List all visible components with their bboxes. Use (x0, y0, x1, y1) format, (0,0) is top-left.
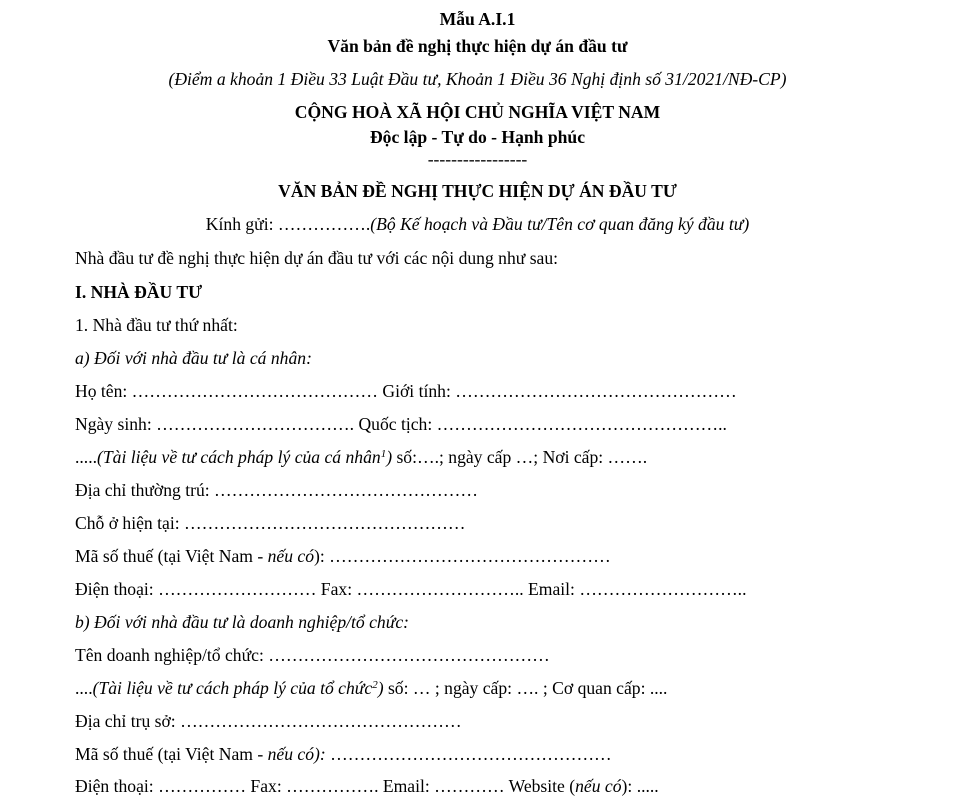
organization-name-line: Tên doanh nghiệp/tổ chức: ………………………………………… (75, 645, 550, 665)
organization-contact-line (75, 778, 659, 796)
dob-nationality-line: Ngày sinh: ……………………………. Quốc tịch: ………………………………………….. (75, 414, 727, 434)
legal-doc-label: (Tài liệu về tư cách pháp lý của cá nhân (97, 447, 381, 467)
recipient-hint: (Bộ Kế hoạch và Đầu tư/Tên cơ quan đăng ký đầu tư) (370, 214, 750, 234)
legal-doc-label: (Tài liệu về tư cách pháp lý của tổ chức (92, 678, 373, 698)
section-heading: I. NHÀ ĐẦU TƯ (75, 282, 203, 302)
document-title: VĂN BẢN ĐỀ NGHỊ THỰC HIỆN DỰ ÁN ĐẦU TƯ (278, 181, 677, 201)
form-title: Văn bản đề nghị thực hiện dự án đầu tư (327, 36, 628, 56)
recipient-line (0, 216, 955, 234)
tax-optional: nếu có): (267, 744, 326, 764)
permanent-address-line: Địa chỉ thường trú: ……………………………………… (75, 480, 478, 500)
investor-heading: 1. Nhà đầu tư thứ nhất: (75, 315, 238, 335)
individual-contact-line: Điện thoại: ……………………… Fax: ……………………….. Email: ……………………….. (75, 579, 747, 599)
tax-label: Mã số thuế (tại Việt Nam - (75, 546, 268, 566)
national-motto: Độc lập - Tự do - Hạnh phúc (369, 127, 586, 147)
country-name: CỘNG HOÀ XÃ HỘI CHỦ NGHĨA VIỆT NAM (294, 102, 661, 122)
recipient-label: Kính gửi: ……………. (205, 214, 371, 234)
tax-fill: ………………………………………… (325, 744, 612, 764)
legal-doc-prefix: .... (75, 678, 93, 698)
intro-text: Nhà đầu tư đề nghị thực hiện dự án đầu tư với các nội dung như sau: (75, 248, 559, 268)
individual-heading: a) Đối với nhà đầu tư là cá nhân: (75, 348, 312, 368)
tax-optional: nếu có (267, 546, 315, 566)
form-code: Mẫu A.I.1 (439, 9, 516, 29)
legal-doc-fields: số: … ; ngày cấp: …. ; Cơ quan cấp: .... (383, 678, 668, 698)
individual-legal-doc-line (75, 449, 647, 467)
legal-basis: (Điểm a khoản 1 Điều 33 Luật Đầu tư, Khoản 1 Điều 36 Nghị định số 31/2021/NĐ-CP) (168, 69, 787, 89)
tax-fill: ): ………………………………………… (314, 546, 611, 566)
footnote-marker: 1 (380, 448, 387, 460)
website-fill: ): ..... (621, 776, 659, 796)
organization-tax-line (75, 746, 612, 764)
organization-legal-doc-line (75, 680, 667, 698)
legal-doc-fields: số:….; ngày cấp …; Nơi cấp: ……. (392, 447, 648, 467)
organization-heading: b) Đối với nhà đầu tư là doanh nghiệp/tổ chức: (75, 612, 409, 632)
legal-doc-close: ) (386, 447, 393, 467)
name-gender-line: Họ tên: …………………………………… Giới tính: ………………………………………… (75, 381, 737, 401)
individual-tax-line (75, 548, 611, 566)
website-optional: nếu có (575, 776, 622, 796)
footnote-marker: 2 (372, 679, 378, 691)
head-office-line: Địa chỉ trụ sở: ………………………………………… (75, 711, 462, 731)
contact-fields: Điện thoại: …………… Fax: ……………. Email: ………… Website ( (75, 776, 576, 796)
legal-doc-close: ) (377, 678, 384, 698)
legal-doc-prefix: ..... (75, 447, 97, 467)
current-residence-line: Chỗ ở hiện tại: ………………………………………… (75, 513, 466, 533)
tax-label: Mã số thuế (tại Việt Nam - (75, 744, 268, 764)
header-separator: ----------------- (427, 149, 528, 169)
